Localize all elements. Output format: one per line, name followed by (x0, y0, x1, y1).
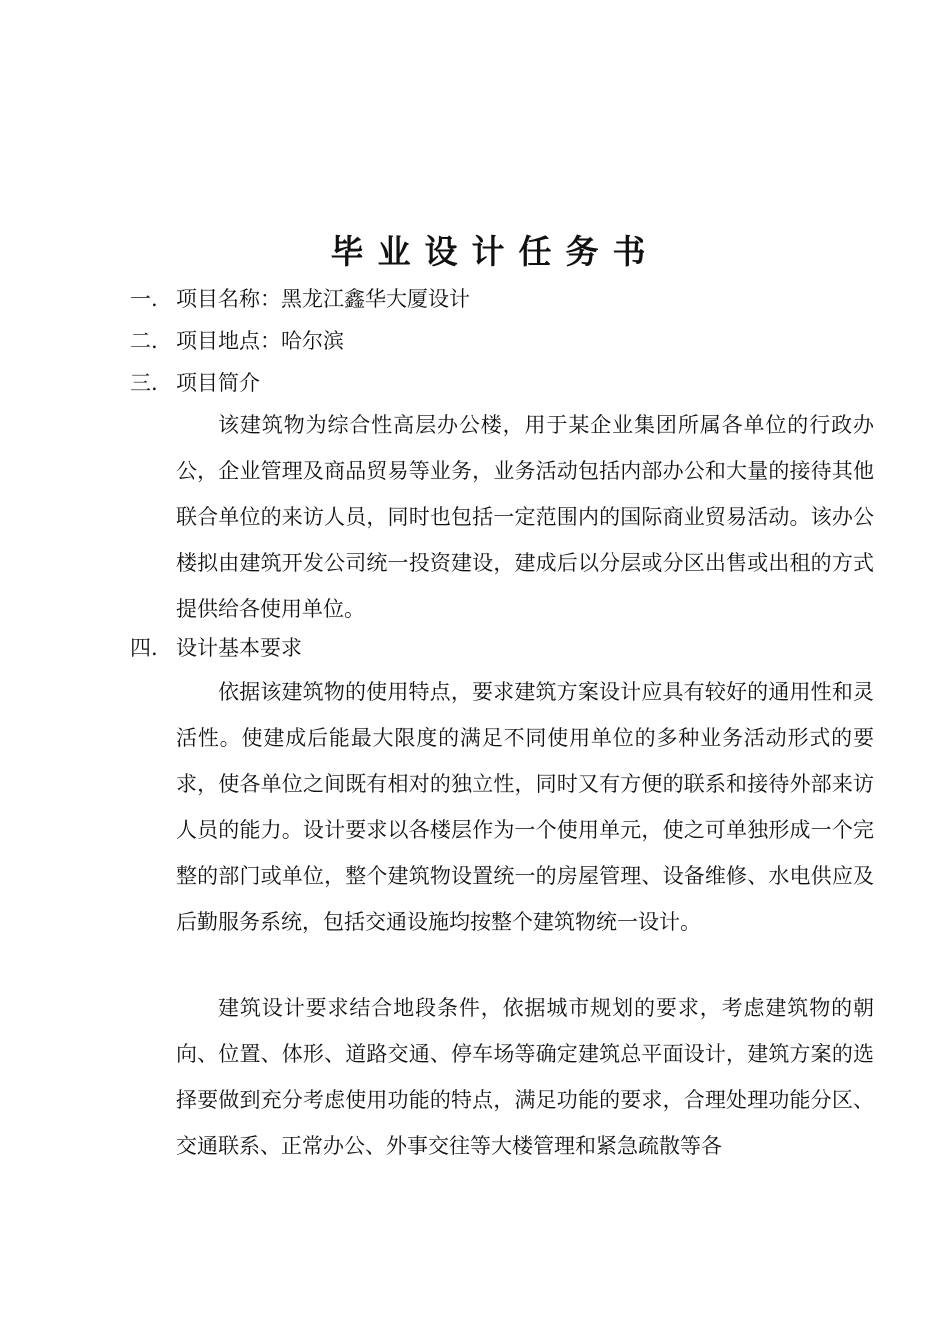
section-text: 项目名称：黑龙江鑫华大厦设计 (176, 287, 470, 311)
section-text: 项目简介 (176, 371, 260, 395)
section-heading-3 (130, 368, 260, 398)
section-number: 四. (130, 636, 158, 660)
section-text: 设计基本要求 (176, 636, 302, 660)
section-number: 一. (130, 287, 158, 311)
section-text: 项目地点：哈尔滨 (176, 329, 344, 353)
section-heading-1 (130, 284, 470, 314)
section-number: 三. (130, 371, 158, 395)
paragraph-design-requirements: 依据该建筑物的使用特点，要求建筑方案设计应具有较好的通用性和灵活性。使建成后能最大限度的满足不同使用单位的多种业务活动形式的要求，使各单位之间既有相对的独立性，同时又有方便的联系和接待外部来访人员的能力。设计要求以各楼层作为一个使用单元，使之可单独形成一个完整的部门或单位，整个建筑物设置统一的房屋管理、设备维修、水电供应及后勤服务系统，包括交通设施均按整个建筑物统一设计。 (176, 680, 874, 934)
section-heading-2 (130, 326, 344, 356)
section-number: 二. (130, 329, 158, 353)
paragraph-site-requirements: 建筑设计要求结合地段条件，依据城市规划的要求，考虑建筑物的朝向、位置、体形、道路交通、停车场等确定建筑总平面设计，建筑方案的选择要做到充分考虑使用功能的特点，满足功能的要求，合理处理功能分区、交通联系、正常办公、外事交往等大楼管理和紧急疏散等各 (176, 996, 874, 1158)
section-heading-4 (130, 633, 302, 663)
document-title: 毕业设计任务书 (330, 232, 660, 271)
paragraph-project-intro: 该建筑物为综合性高层办公楼，用于某企业集团所属各单位的行政办公，企业管理及商品贸易等业务，业务活动包括内部办公和大量的接待其他联合单位的来访人员，同时也包括一定范围内的国际商业贸易活动。该办公楼拟由建筑开发公司统一投资建设，建成后以分层或分区出售或出租的方式提供给各使用单位。 (176, 413, 874, 621)
